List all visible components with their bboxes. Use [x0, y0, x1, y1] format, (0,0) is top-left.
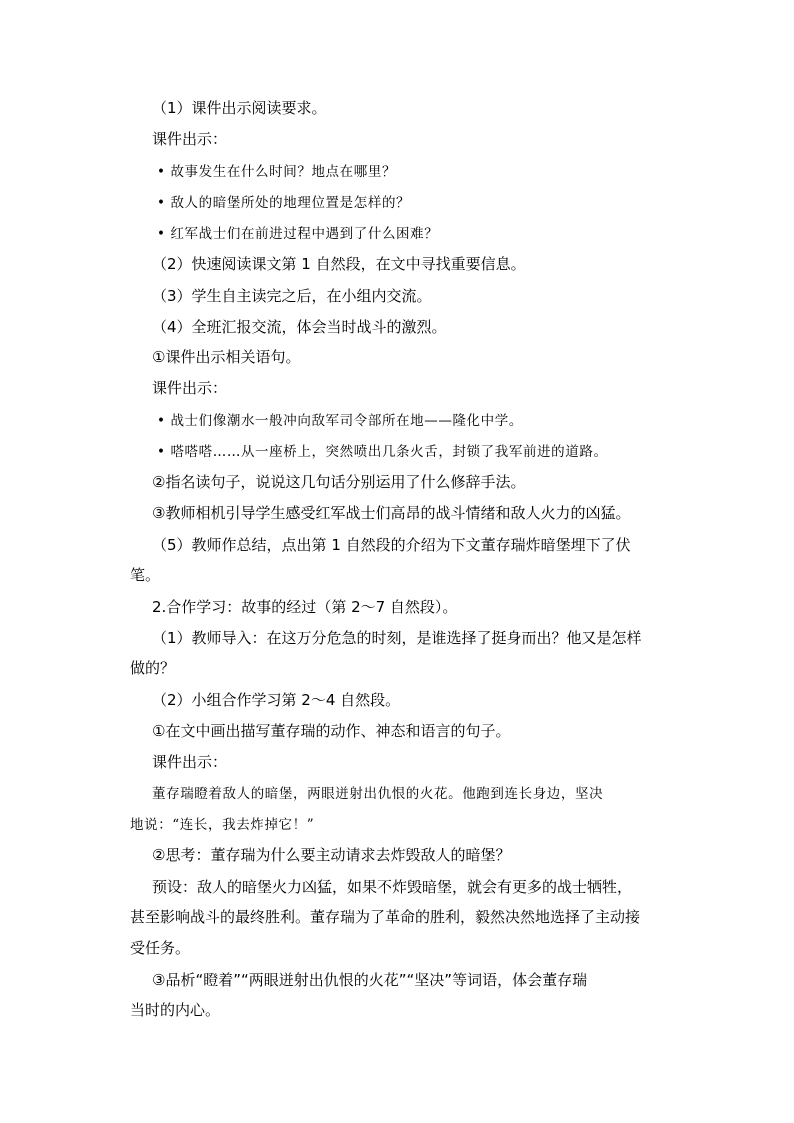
step-5-teacher-summary-cont: 笔。	[130, 566, 161, 584]
section-2-step-1-intro-cont: 做的？	[130, 659, 176, 677]
reading-requirement-line: （1）课件出示阅读要求。	[152, 99, 327, 117]
section-2-step-1-intro: （1）教师导入：在这万分危急的时刻，是谁选择了挺身而出？他又是怎样	[152, 629, 642, 647]
bullet-quote-gunfire: • 嗒嗒嗒……从一座桥上，突然喷出几条火舌，封锁了我军前进的道路。	[157, 444, 608, 460]
step-2-fast-reading: （2）快速阅读课文第 1 自然段，在文中寻找重要信息。	[152, 255, 526, 273]
bullet-quote-tide: • 战士们像潮水一般冲向敌军司令部所在地——隆化中学。	[157, 413, 523, 429]
step-3-group-discussion: （3）学生自主读完之后，在小组内交流。	[152, 287, 432, 305]
preset-answer-cont-2: 受任务。	[130, 939, 191, 957]
section-2-step-2-group: （2）小组合作学习第 2～4 自然段。	[152, 691, 401, 709]
sub-step-3-analyze-words: ③品析“瞪着”“两眼迸射出仇恨的火花”“坚决”等词语，体会董存瑞	[152, 971, 588, 989]
bullet-question-time-place: • 故事发生在什么时间？地点在哪里？	[157, 164, 397, 180]
sub-step-1-show-sentences: ①课件出示相关语句。	[152, 348, 301, 366]
sub-step-3-teacher-guide: ③教师相机引导学生感受红军战士们高昂的战斗情绪和敌人火力的凶猛。	[152, 504, 631, 522]
step-5-teacher-summary: （5）教师作总结，点出第 1 自然段的介绍为下文董存瑞炸暗堡埋下了伏	[152, 536, 631, 554]
bullet-question-bunker-location: • 敌人的暗堡所处的地理位置是怎样的？	[157, 195, 411, 211]
section-2-heading: 2.合作学习：故事的经过（第 2～7 自然段）。	[152, 598, 458, 616]
courseware-label: 课件出示：	[152, 379, 228, 397]
courseware-label: 课件出示：	[152, 753, 228, 771]
quote-dong-cunrui-line-1: 董存瑞瞪着敌人的暗堡，两眼迸射出仇恨的火花。他跑到连长身边，坚决	[152, 786, 604, 802]
sub-step-2-rhetoric: ②指名读句子，说说这几句话分别运用了什么修辞手法。	[152, 473, 526, 491]
courseware-label: 课件出示：	[152, 130, 228, 148]
preset-answer-cont-1: 甚至影响战斗的最终胜利。董存瑞为了革命的胜利，毅然决然地选择了主动接	[130, 908, 641, 926]
preset-answer: 预设：敌人的暗堡火力凶猛，如果不炸毁暗堡，就会有更多的战士牺牲，	[152, 878, 633, 896]
quote-dong-cunrui-line-2: 地说：“连长，我去炸掉它！”	[130, 817, 315, 833]
sub-step-1-mark-sentences: ①在文中画出描写董存瑞的动作、神态和语言的句子。	[152, 722, 511, 740]
bullet-question-difficulties: • 红军战士们在前进过程中遇到了什么困难？	[157, 226, 439, 242]
sub-step-3-analyze-words-cont: 当时的内心。	[130, 1001, 221, 1019]
step-4-class-report: （4）全班汇报交流，体会当时战斗的激烈。	[152, 318, 447, 336]
sub-step-2-think: ②思考：董存瑞为什么要主动请求去炸毁敌人的暗堡？	[152, 846, 511, 864]
